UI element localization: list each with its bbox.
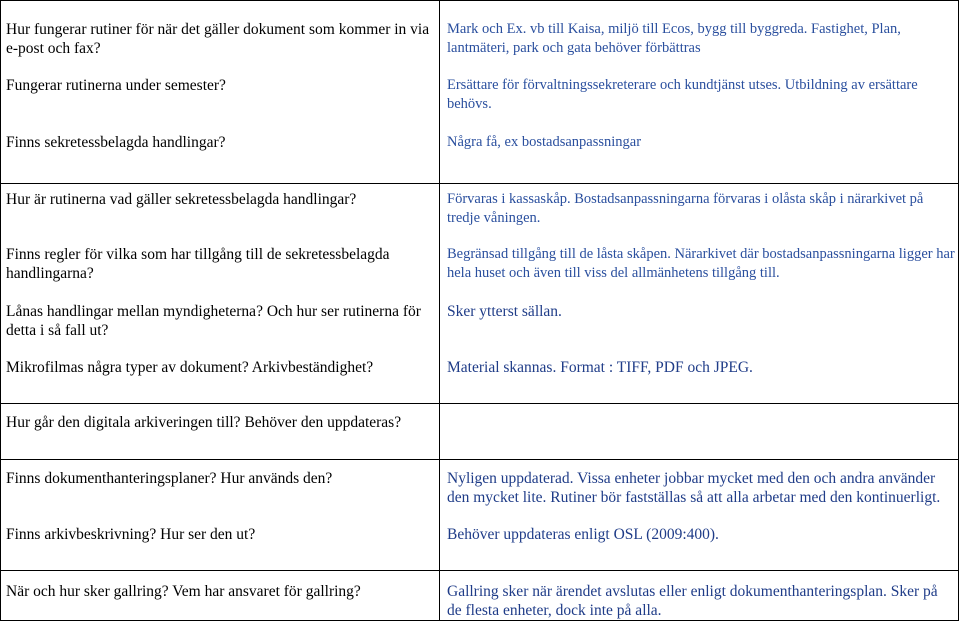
- answer-text: Nyligen uppdaterad. Vissa enheter jobbar mycket med den och andra använder den mycket lite. Rutiner bör fastställas så att alla arbetar med den kontinuerligt.: [447, 470, 941, 506]
- answer-text: Gallring sker när ärendet avslutas eller enligt dokumenthanteringsplan. Sker på de flesta enheter, dock inte på alla.: [447, 583, 938, 619]
- table-divider: [0, 570, 958, 571]
- answer-text: Ersättare för förvaltningssekreterare och kundtjänst utses. Utbildning av ersättare behövs.: [447, 77, 918, 112]
- answer-text: Förvaras i kassaskåp. Bostadsanpassningarna förvaras i olåsta skåp i närarkivet på tredje våningen.: [447, 191, 924, 226]
- answer-text: Sker ytterst sällan.: [447, 303, 562, 320]
- question-text: Lånas handlingar mellan myndigheterna? Och hur ser rutinerna för detta i så fall ut?: [6, 303, 421, 339]
- question-text: Finns arkivbeskrivning? Hur ser den ut?: [6, 526, 256, 543]
- table-border-top: [0, 0, 958, 1]
- answer-text: Begränsad tillgång till de låsta skåpen. Närarkivet där bostadsanpassningarna ligger har hela huset och även till viss del allmänhetens tillgång till.: [447, 246, 955, 281]
- table-divider: [0, 459, 958, 460]
- answer-text: Mark och Ex. vb till Kaisa, miljö till Ecos, bygg till byggreda. Fastighet, Plan, lantmäteri, park och gata behöver förbättras: [447, 21, 901, 56]
- table-divider: [0, 403, 958, 404]
- answer-text: Behöver uppdateras enligt OSL (2009:400).: [447, 526, 719, 543]
- answer-text: Material skannas. Format : TIFF, PDF och JPEG.: [447, 359, 753, 376]
- question-text: Hur går den digitala arkiveringen till? Behöver den uppdateras?: [6, 414, 402, 431]
- question-text: Hur är rutinerna vad gäller sekretessbelagda handlingar?: [6, 191, 357, 208]
- table-border-right: [958, 0, 959, 621]
- question-text: Finns dokumenthanteringsplaner? Hur används den?: [6, 470, 333, 487]
- question-text: Fungerar rutinerna under semester?: [6, 77, 226, 94]
- question-text: När och hur sker gallring? Vem har ansvaret för gallring?: [6, 583, 361, 600]
- question-text: Finns regler för vilka som har tillgång till de sekretessbelagda handlingarna?: [6, 246, 390, 282]
- table-divider: [0, 183, 958, 184]
- table-border-left: [0, 0, 1, 621]
- column-divider: [439, 0, 440, 621]
- question-text: Finns sekretessbelagda handlingar?: [6, 134, 226, 151]
- answer-text: Några få, ex bostadsanpassningar: [447, 134, 642, 150]
- question-text: Hur fungerar rutiner för när det gäller dokument som kommer in via e-post och fax?: [6, 21, 430, 57]
- question-text: Mikrofilmas några typer av dokument? Arkivbeständighet?: [6, 359, 374, 376]
